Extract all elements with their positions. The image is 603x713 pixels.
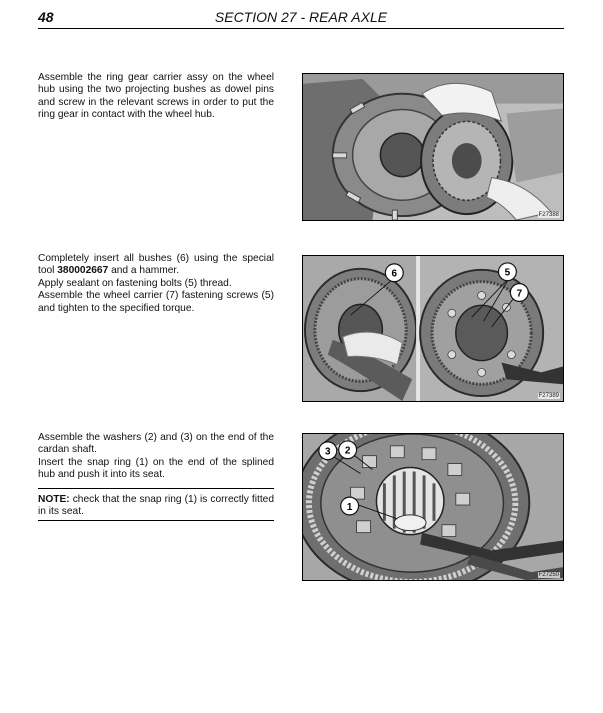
step-3-line-1: Assemble the washers (2) and (3) on the end of the cardan shaft. bbox=[38, 432, 274, 456]
svg-text:1: 1 bbox=[346, 501, 353, 513]
figure-snap-ring bbox=[302, 433, 564, 581]
callout-3 bbox=[319, 442, 337, 460]
step-2-text bbox=[38, 253, 274, 315]
note-text: check that the snap ring (1) is correctly fitted in its seat. bbox=[38, 493, 274, 518]
figure-ring-gear-carrier bbox=[302, 73, 564, 221]
ring-gear-carrier-illustration bbox=[303, 74, 563, 220]
callout-1 bbox=[341, 497, 359, 515]
tool-number: 380002667 bbox=[57, 265, 109, 277]
figure-wheel-carrier bbox=[302, 255, 564, 402]
step-3-note bbox=[38, 494, 274, 519]
step-3-text bbox=[38, 432, 274, 518]
section-title: SECTION 27 - REAR AXLE bbox=[214, 9, 388, 25]
step-3-line-2: Insert the snap ring (1) on the end of the splined hub and push it into its seat. bbox=[38, 456, 274, 481]
figure-code: F27250 bbox=[538, 572, 559, 578]
svg-text:7: 7 bbox=[516, 288, 523, 300]
svg-text:3: 3 bbox=[325, 446, 331, 458]
header-rule bbox=[38, 28, 564, 29]
note-rule-top bbox=[38, 488, 274, 489]
svg-text:5: 5 bbox=[504, 267, 511, 279]
svg-text:6: 6 bbox=[391, 268, 398, 280]
svg-text:2: 2 bbox=[344, 445, 351, 457]
wheel-carrier-illustration bbox=[303, 256, 563, 401]
note-label: NOTE: bbox=[38, 493, 70, 505]
callout-7 bbox=[510, 284, 528, 302]
callout-2 bbox=[339, 441, 357, 459]
callout-5 bbox=[498, 263, 516, 281]
step-2-line-2: Apply sealant on fastening bolts (5) thread. bbox=[38, 277, 232, 289]
step-2-line-3: Assemble the wheel carrier (7) fastening screws (5) and tighten to the specified torque. bbox=[38, 290, 274, 314]
note-rule-bottom bbox=[38, 520, 274, 521]
step-1-text bbox=[38, 72, 274, 122]
figure-code: F27389 bbox=[538, 393, 559, 399]
snap-ring-illustration bbox=[303, 434, 563, 580]
step-2-line-1: Completely insert all bushes (6) using the special tool 380002667 and a hammer. bbox=[38, 253, 274, 277]
step-1-paragraph: Assemble the ring gear carrier assy on the wheel hub using the two projecting bushes as dowel pins and screw in the relevant screws in order to put the ring gear in contact with the wheel hub. bbox=[38, 72, 274, 121]
figure-code: F27388 bbox=[538, 212, 559, 218]
page-header bbox=[38, 9, 564, 29]
callout-6 bbox=[385, 264, 403, 282]
page-number: 48 bbox=[38, 9, 54, 25]
